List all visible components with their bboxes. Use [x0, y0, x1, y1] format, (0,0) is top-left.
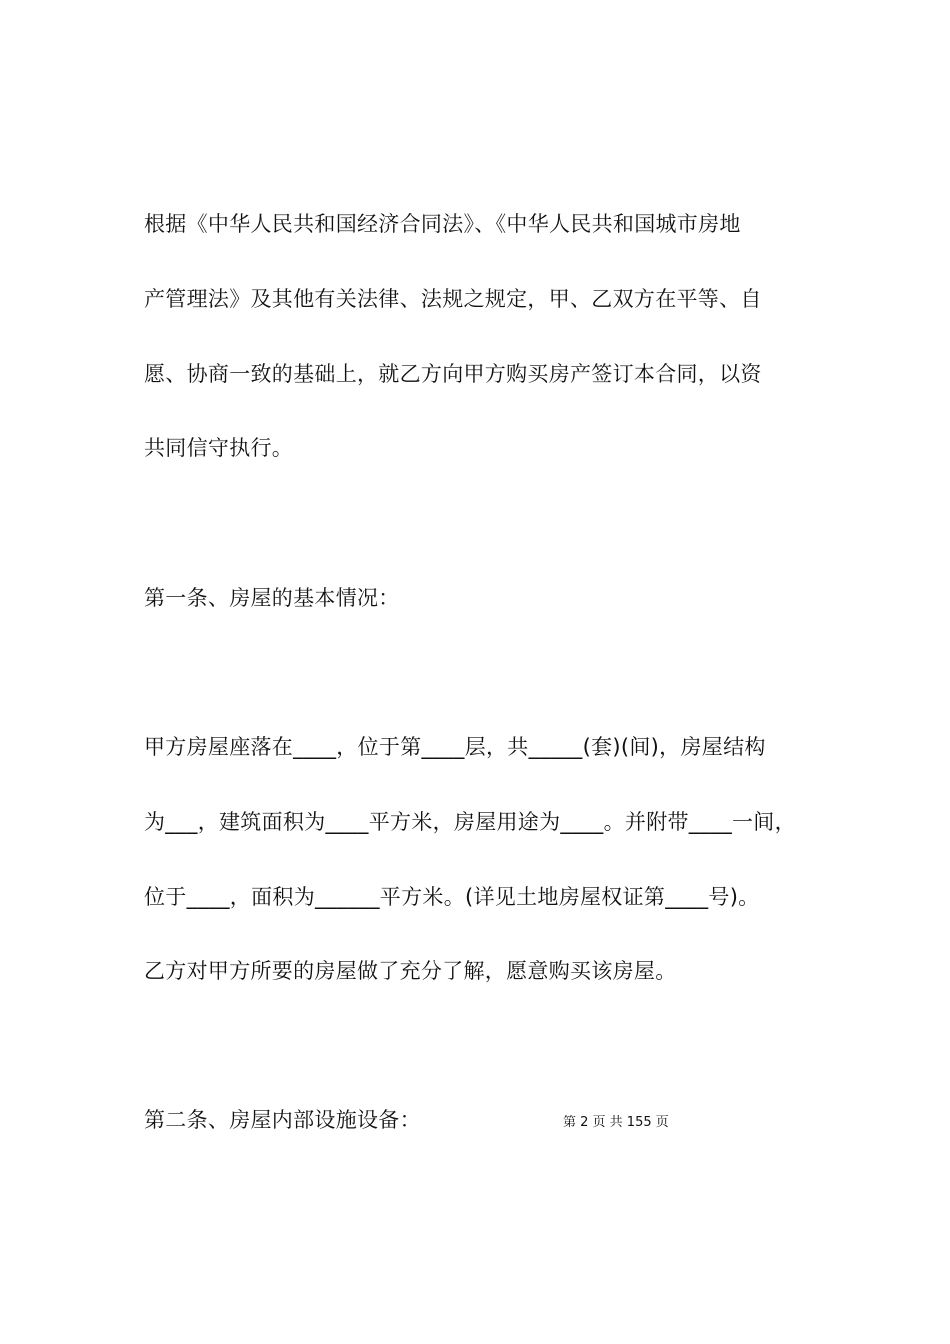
article-1-line-4: 乙方对甲方所要的房屋做了充分了解，愿意购买该房屋。 — [144, 959, 677, 983]
intro-line-3: 愿、协商一致的基础上，就乙方向甲方购买房产签订本合同，以资 — [144, 362, 762, 386]
article-1-line-1: 甲方房屋座落在____，位于第____层，共_____(套)(间)，房屋结构 — [144, 735, 766, 759]
article-1-line-3: 位于____，面积为______平方米。(详见土地房屋权证第____号)。 — [144, 885, 760, 909]
intro-line-1: 根据《中华人民共和国经济合同法》、《中华人民共和国城市房地 — [144, 212, 741, 236]
intro-line-2: 产管理法》及其他有关法律、法规之规定，甲、乙双方在平等、自 — [144, 287, 762, 311]
intro-line-4: 共同信守执行。 — [144, 436, 294, 460]
article-2-heading: 第二条、房屋内部设施设备： — [144, 1108, 421, 1132]
page-indicator: 第 2 页 共 155 页 — [563, 1115, 669, 1130]
article-1-line-2: 为___，建筑面积为____平方米，房屋用途为____。并附带____一间， — [144, 810, 796, 834]
article-1-heading: 第一条、房屋的基本情况： — [144, 586, 400, 610]
